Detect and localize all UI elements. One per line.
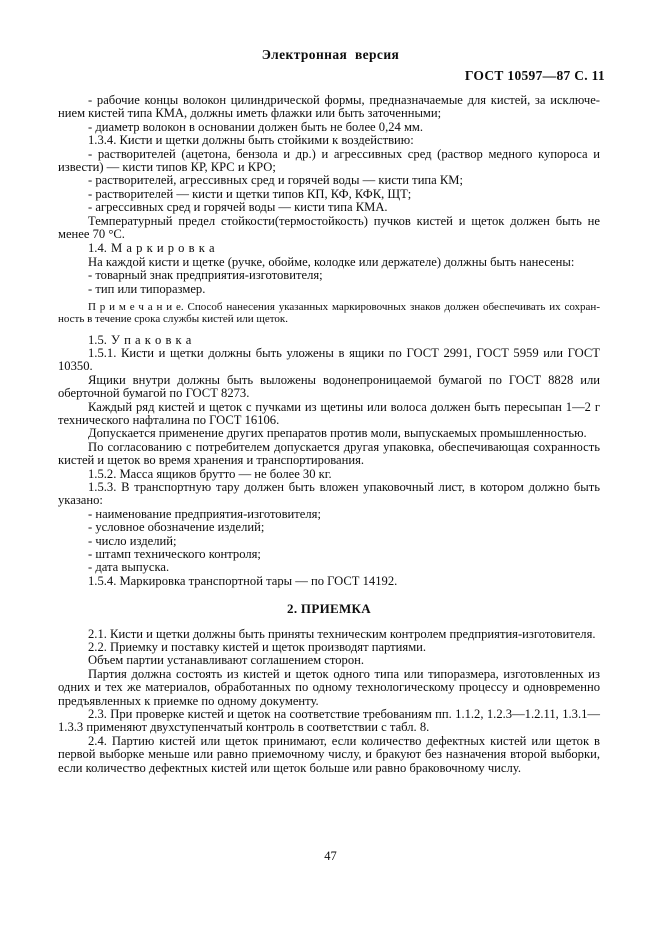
paragraph: - условное обозначение изделий; xyxy=(88,520,265,535)
paragraph: - растворителей — кисти и щетки типов КП, КФ, КФК, ЩТ; xyxy=(88,186,412,201)
document-reference: ГОСТ 10597—87 С. 11 xyxy=(464,68,605,83)
paragraph: - дата выпуска. xyxy=(88,560,170,575)
paragraph: - растворителей, агрессивных сред и горячей воды — кисти типа КМ; xyxy=(88,173,464,188)
page-number: 47 xyxy=(324,849,337,863)
paragraph: 2.3. При проверке кистей и щеток на соответствие требованиям пп. 1.1.2, 1.2.3—1.2.11, 1.3.1—1.3.3 применяют двухступенчатый контроль в соответствии с табл. 8. xyxy=(58,707,600,735)
paragraph: - число изделий; xyxy=(88,533,177,548)
paragraph: 2.1. Кисти и щетки должны быть приняты техническим контролем предприятия-изготовителя. xyxy=(88,626,596,641)
paragraph: Партия должна состоять из кистей и щеток одного типа или типоразмера, изготовленных из одних и тех же материалов, обработанных по одному технологическому процессу и одновременно предъявленных к приемке по одному документу. xyxy=(58,666,600,708)
paragraph: - штамп технического контроля; xyxy=(88,547,261,561)
paragraph: - товарный знак предприятия-изготовителя; xyxy=(88,268,323,283)
document-body xyxy=(58,94,600,775)
subsection-heading-packing: 1.5. У п а к о в к а xyxy=(88,332,192,347)
paragraph: - рабочие концы волокон цилиндрической формы, предназначаемые для кистей, за исключением кистей типа КМА, должны иметь флажки или быть заточенными; xyxy=(58,93,600,121)
paragraph: Ящики внутри должны быть выложены водонепроницаемой бумагой по ГОСТ 8828 или оберточной бумагой по ГОСТ 8273. xyxy=(58,372,600,401)
paragraph: 1.3.4. Кисти и щетки должны быть стойкими к воздействию: xyxy=(88,133,414,148)
paragraph: - наименование предприятия-изготовителя; xyxy=(88,506,321,521)
paragraph: 1.5.2. Масса ящиков брутто — не более 30 кг. xyxy=(88,466,332,481)
paragraph: - растворителей (ацетона, бензола и др.) и агрессивных сред (раствор медного купороса и извести) — кисти типов КР, КРС и КРО; xyxy=(58,146,600,175)
paragraph: Температурный предел стойкости(термостойкость) пучков кистей и щеток должен быть не менее 70 °С. xyxy=(58,213,600,242)
section-heading-acceptance: 2. ПРИЕМКА xyxy=(287,601,371,617)
paragraph: Допускается применение других препаратов против моли, выпускаемых промышленностью. xyxy=(88,426,587,441)
paragraph: 1.5.1. Кисти и щетки должны быть уложены в ящики по ГОСТ 2991, ГОСТ 5959 или ГОСТ 10350. xyxy=(58,345,600,374)
paragraph: - диаметр волокон в основании должен быть не более 0,24 мм. xyxy=(88,119,424,134)
paragraph: 1.5.4. Маркировка транспортной тары — по ГОСТ 14192. xyxy=(88,573,398,588)
paragraph: На каждой кисти и щетке (ручке, обойме, колодке или держателе) должны быть нанесены: xyxy=(88,254,575,269)
paragraph: 2.4. Партию кистей или щеток принимают, если количество дефектных кистей или щеток в первой выборке меньше или равно приемочному числу, и бракуют без назначения второй выборки, если количество дефектных кистей или щеток больше или равно браковочному числу. xyxy=(58,733,600,775)
paragraph: Объем партии устанавливают соглашением сторон. xyxy=(88,653,364,668)
paragraph: 1.5.3. В транспортную тару должен быть вложен упаковочный лист, в котором должно быть указано: xyxy=(58,479,600,508)
watermark-text: Электронная версия xyxy=(261,47,400,62)
paragraph: 2.2. Приемку и поставку кистей и щеток производят партиями. xyxy=(88,640,427,655)
note-paragraph: П р и м е ч а н и е. Способ нанесения указанных маркировочных знаков должен обеспечивать их сохранность в течение срока службы кистей или щеток. xyxy=(58,301,600,326)
paragraph: - тип или типоразмер. xyxy=(88,281,206,296)
paragraph: - агрессивных сред и горячей воды — кисти типа КМА. xyxy=(88,200,388,215)
paragraph: По согласованию с потребителем допускается другая упаковка, обеспечивающая сохранность кистей и щеток во время хранения и транспортирования. xyxy=(58,439,600,468)
subsection-heading-marking: 1.4. М а р к и р о в к а xyxy=(88,241,215,256)
paragraph: Каждый ряд кистей и щеток с пучками из щетины или волоса должен быть пересыпан 1—2 г технического нафталина по ГОСТ 16106. xyxy=(58,399,600,427)
